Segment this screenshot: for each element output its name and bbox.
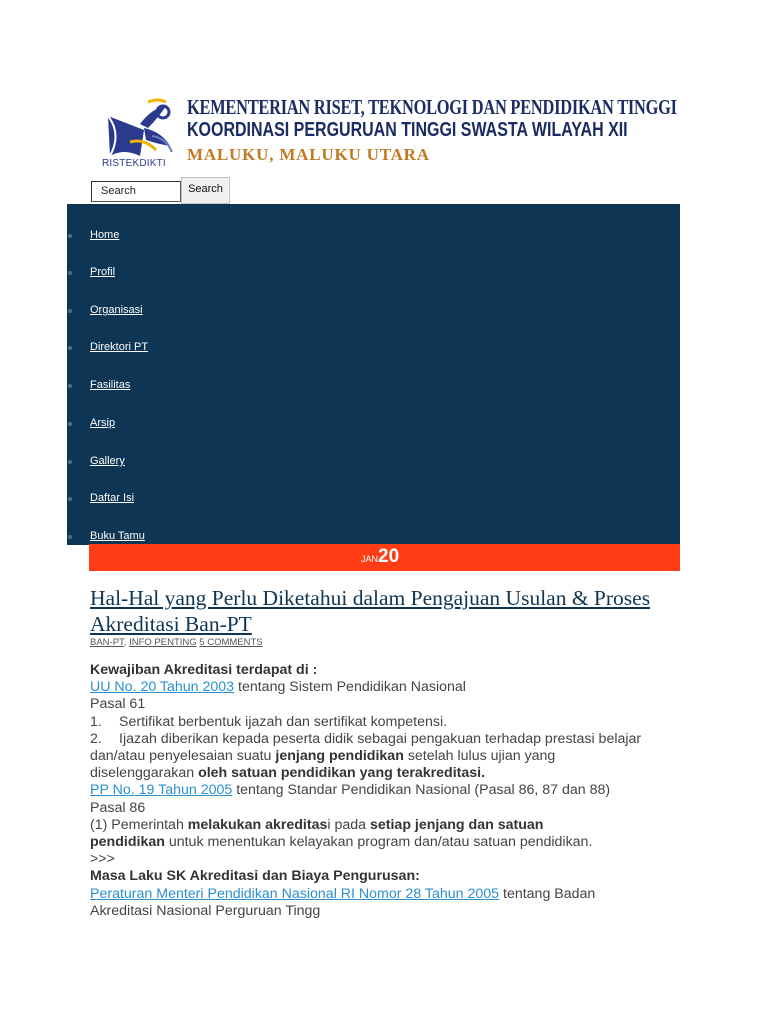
bold-fragment: jenjang pendidikan: [275, 748, 404, 765]
bold-fragment: pendidikan: [90, 834, 165, 851]
permen-reference: [90, 886, 690, 903]
list-number: 2.: [90, 730, 102, 747]
text-fragment: i pada: [327, 816, 370, 833]
text-fragment: (1) Pemerintah: [90, 816, 188, 833]
read-more-marker: >>>: [90, 851, 115, 868]
search-button-label: Search: [188, 183, 223, 195]
post-date-bar: [89, 544, 680, 571]
region-name: MALUKU, MALUKU UTARA: [187, 145, 430, 164]
paragraph-line: [90, 834, 690, 851]
nav-link-daftar-isi[interactable]: Daftar Isi: [90, 492, 135, 504]
bullet-icon: [68, 234, 72, 238]
ministry-name: KEMENTERIAN RISET, TEKNOLOGI DAN PENDIDIKAN TINGGI: [187, 95, 677, 119]
text-fragment: diselenggarakan: [90, 765, 199, 782]
comments-link[interactable]: 5 COMMENTS: [199, 637, 263, 648]
main-nav: [67, 204, 680, 545]
bullet-icon: [68, 422, 72, 426]
nav-link-arsip[interactable]: Arsip: [90, 417, 116, 429]
paragraph-line: [90, 817, 690, 834]
list-continuation: [90, 765, 690, 782]
text-fragment: untuk menentukan kelayakan program dan/atau satuan pendidikan.: [164, 834, 593, 851]
ristekdikti-logo[interactable]: [100, 98, 180, 170]
section-heading: [90, 662, 690, 679]
bullet-icon: [68, 346, 72, 350]
pp-link[interactable]: PP No. 19 Tahun 2005: [90, 782, 233, 799]
date-day: 20: [378, 546, 400, 567]
post-meta: [90, 637, 263, 648]
list-number: 1.: [90, 713, 102, 730]
uu-description: tentang Sistem Pendidikan Nasional: [234, 679, 466, 696]
nav-link-home[interactable]: Home: [90, 229, 120, 241]
category-link-ban-pt[interactable]: BAN-PT: [90, 637, 124, 648]
pasal-61: Pasal 61: [90, 696, 146, 713]
list-item: [90, 731, 690, 748]
permen-link[interactable]: Peraturan Menteri Pendidikan Nasional RI Nomor 28 Tahun 2005: [90, 885, 500, 902]
logo-text: RISTEKDIKTI: [102, 158, 166, 169]
nav-link-gallery[interactable]: Gallery: [90, 455, 125, 467]
permen-continuation: Akreditasi Nasional Perguruan Tingg: [90, 902, 321, 919]
post-content: [90, 662, 690, 920]
category-link-info-penting[interactable]: INFO PENTING: [129, 637, 197, 648]
bullet-icon: [68, 271, 72, 275]
kopertis-name: KOORDINASI PERGURUAN TINGGI SWASTA WILAYAH XII: [187, 119, 628, 141]
text-fragment: setelah lulus ujian yang: [403, 748, 556, 765]
nav-link-organisasi[interactable]: Organisasi: [90, 304, 143, 316]
permen-description: tentang Badan: [499, 885, 596, 902]
meta-separator: ,: [123, 637, 130, 648]
pp-description: tentang Standar Pendidikan Nasional (Pasal 86, 87 dan 88): [232, 782, 611, 799]
bullet-icon: [68, 460, 72, 464]
search-button[interactable]: [181, 177, 230, 204]
bullet-icon: [68, 384, 72, 388]
list-text: Sertifikat berbentuk ijazah dan sertifikat kompetensi.: [119, 713, 448, 730]
bold-fragment: setiap jenjang dan satuan: [369, 816, 544, 833]
post-date: [361, 546, 399, 568]
post-title[interactable]: Hal-Hal yang Perlu Diketahui dalam Pengajuan Usulan & Proses Akreditasi Ban-PT: [90, 586, 651, 636]
site-header: [187, 96, 768, 168]
heading-masa-laku: Masa Laku SK Akreditasi dan Biaya Pengurusan:: [90, 868, 420, 885]
heading-kewajiban: Kewajiban Akreditasi terdapat di :: [90, 662, 318, 678]
bold-fragment: melakukan akreditas: [187, 816, 328, 833]
bold-fragment: oleh satuan pendidikan yang terakreditasi.: [198, 765, 486, 782]
nav-link-fasilitas[interactable]: Fasilitas: [90, 379, 131, 391]
uu-reference: [90, 679, 690, 696]
nav-link-profil[interactable]: Profil: [90, 266, 116, 278]
list-item: [90, 714, 690, 731]
bullet-icon: [68, 309, 72, 313]
uu-link[interactable]: UU No. 20 Tahun 2003: [90, 679, 235, 696]
pasal-86: Pasal 86: [90, 799, 146, 816]
nav-link-buku-tamu[interactable]: Buku Tamu: [90, 530, 145, 542]
date-month: JAN: [361, 554, 379, 564]
nav-link-direktori-pt[interactable]: Direktori PT: [90, 341, 149, 353]
bullet-icon: [68, 497, 72, 501]
list-continuation: [90, 748, 690, 765]
section-heading: [90, 868, 690, 885]
search-input[interactable]: Search: [91, 181, 181, 202]
list-text: Ijazah diberikan kepada peserta didik sebagai pengakuan terhadap prestasi belajar: [119, 730, 642, 747]
text-fragment: dan/atau penyelesaian suatu: [90, 748, 276, 765]
pp-reference: [90, 782, 690, 799]
bullet-icon: [68, 535, 72, 539]
